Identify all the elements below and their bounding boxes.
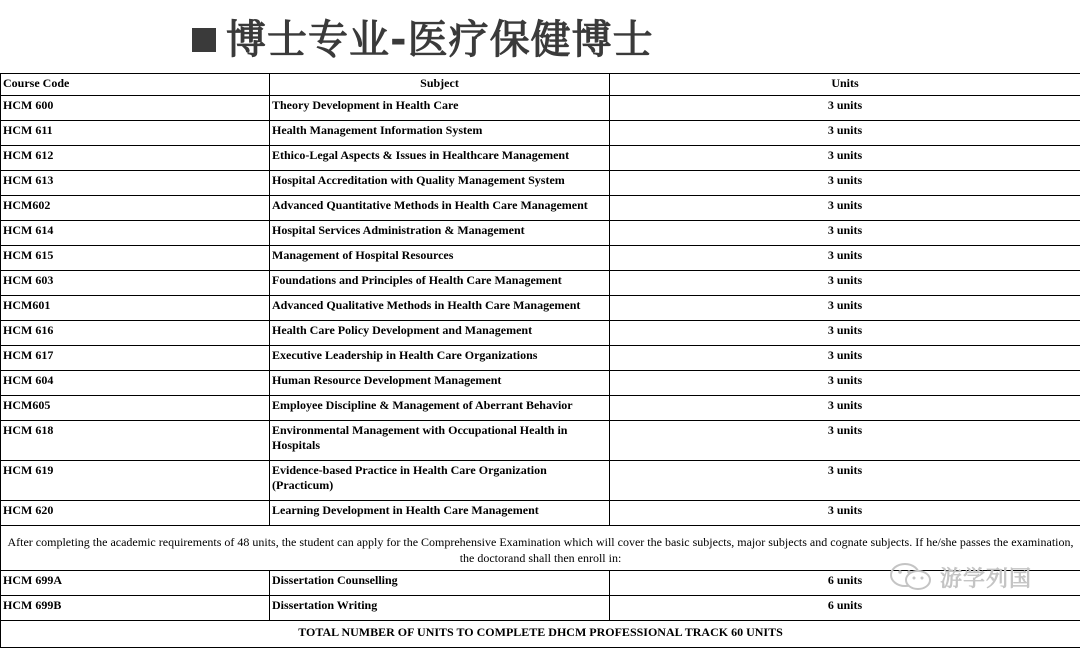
table-row bbox=[1, 461, 1080, 501]
wechat-icon bbox=[888, 562, 934, 592]
course-units: 3 units bbox=[610, 321, 1080, 346]
course-code: HCM 600 bbox=[1, 96, 270, 121]
table-row bbox=[1, 221, 1080, 246]
table-row bbox=[1, 96, 1080, 121]
course-code: HCM 617 bbox=[1, 346, 270, 371]
course-code: HCM 699B bbox=[1, 596, 270, 621]
course-units: 3 units bbox=[610, 246, 1080, 271]
course-code: HCM 613 bbox=[1, 171, 270, 196]
course-units: 3 units bbox=[610, 171, 1080, 196]
table-row bbox=[1, 146, 1080, 171]
course-subject: Hospital Accreditation with Quality Management System bbox=[270, 171, 610, 196]
table-row bbox=[1, 371, 1080, 396]
course-units: 3 units bbox=[610, 296, 1080, 321]
table-row bbox=[1, 421, 1080, 461]
table-row bbox=[1, 246, 1080, 271]
course-units: 6 units bbox=[610, 571, 1080, 596]
square-bullet-icon bbox=[192, 28, 216, 52]
course-units: 3 units bbox=[610, 371, 1080, 396]
table-row bbox=[1, 171, 1080, 196]
header-units: Units bbox=[610, 74, 1080, 96]
exam-note: After completing the academic requirements of 48 units, the student can apply for the Comprehensive Examination which will cover the basic subjects, major subjects and cognate subjects. If he/she passes the examination, the doctorand shall then enroll in: bbox=[1, 526, 1080, 571]
course-subject: Executive Leadership in Health Care Organizations bbox=[270, 346, 610, 371]
course-code: HCM 614 bbox=[1, 221, 270, 246]
course-code: HCM 615 bbox=[1, 246, 270, 271]
course-subject: Human Resource Development Management bbox=[270, 371, 610, 396]
table-row bbox=[1, 346, 1080, 371]
table-row bbox=[1, 121, 1080, 146]
course-code: HCM 603 bbox=[1, 271, 270, 296]
course-code: HCM 618 bbox=[1, 421, 270, 461]
course-subject: Foundations and Principles of Health Care Management bbox=[270, 271, 610, 296]
course-code: HCM 612 bbox=[1, 146, 270, 171]
table-row bbox=[1, 396, 1080, 421]
header-course-code: Course Code bbox=[1, 74, 270, 96]
course-subject: Management of Hospital Resources bbox=[270, 246, 610, 271]
header-subject: Subject bbox=[270, 74, 610, 96]
course-units: 3 units bbox=[610, 221, 1080, 246]
course-subject: Dissertation Counselling bbox=[270, 571, 610, 596]
table-row bbox=[1, 296, 1080, 321]
watermark-text: 游学列国 bbox=[940, 562, 1032, 593]
course-code: HCM 604 bbox=[1, 371, 270, 396]
course-units: 3 units bbox=[610, 461, 1080, 501]
table-header-row bbox=[1, 74, 1080, 96]
course-units: 3 units bbox=[610, 501, 1080, 526]
course-units: 3 units bbox=[610, 121, 1080, 146]
table-row bbox=[1, 271, 1080, 296]
course-units: 3 units bbox=[610, 271, 1080, 296]
course-subject: Evidence-based Practice in Health Care Organization (Practicum) bbox=[270, 461, 610, 501]
course-code: HCM605 bbox=[1, 396, 270, 421]
course-code: HCM 611 bbox=[1, 121, 270, 146]
course-subject: Hospital Services Administration & Management bbox=[270, 221, 610, 246]
course-units: 3 units bbox=[610, 396, 1080, 421]
table-row bbox=[1, 501, 1080, 526]
course-code: HCM 616 bbox=[1, 321, 270, 346]
total-units: TOTAL NUMBER OF UNITS TO COMPLETE DHCM PROFESSIONAL TRACK 60 UNITS bbox=[1, 621, 1080, 648]
course-subject: Theory Development in Health Care bbox=[270, 96, 610, 121]
course-code: HCM 699A bbox=[1, 571, 270, 596]
page-title: 博士专业-医疗保健博士 bbox=[226, 14, 654, 66]
course-units: 3 units bbox=[610, 96, 1080, 121]
course-subject: Health Care Policy Development and Management bbox=[270, 321, 610, 346]
course-code: HCM 620 bbox=[1, 501, 270, 526]
course-subject: Employee Discipline & Management of Aberrant Behavior bbox=[270, 396, 610, 421]
table-row bbox=[1, 196, 1080, 221]
course-code: HCM 619 bbox=[1, 461, 270, 501]
watermark bbox=[888, 561, 1032, 593]
course-units: 3 units bbox=[610, 146, 1080, 171]
course-code: HCM602 bbox=[1, 196, 270, 221]
course-units: 3 units bbox=[610, 346, 1080, 371]
course-subject: Health Management Information System bbox=[270, 121, 610, 146]
course-subject: Dissertation Writing bbox=[270, 596, 610, 621]
course-subject: Ethico-Legal Aspects & Issues in Healthcare Management bbox=[270, 146, 610, 171]
page-header bbox=[0, 0, 1080, 74]
course-units: 6 units bbox=[610, 596, 1080, 621]
course-units: 3 units bbox=[610, 421, 1080, 461]
course-units: 3 units bbox=[610, 196, 1080, 221]
course-subject: Advanced Quantitative Methods in Health Care Management bbox=[270, 196, 610, 221]
table-row bbox=[1, 596, 1080, 621]
course-subject: Advanced Qualitative Methods in Health Care Management bbox=[270, 296, 610, 321]
course-subject: Learning Development in Health Care Management bbox=[270, 501, 610, 526]
table-row bbox=[1, 321, 1080, 346]
course-code: HCM601 bbox=[1, 296, 270, 321]
course-subject: Environmental Management with Occupational Health in Hospitals bbox=[270, 421, 610, 461]
